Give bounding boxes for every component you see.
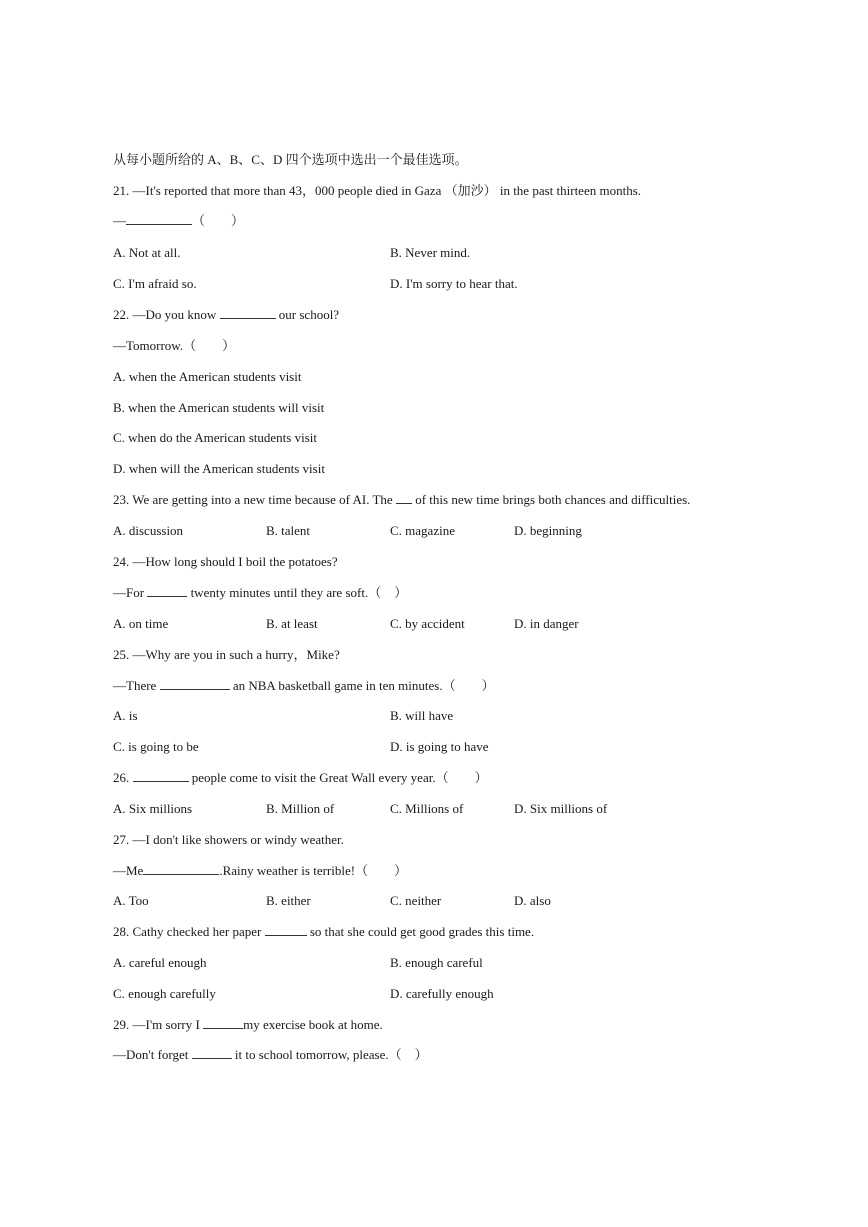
answer-blank [396, 491, 412, 504]
q29-stem-start: 29. —I'm sorry I [113, 1017, 204, 1032]
q25-reply [113, 677, 495, 695]
q27-option-d: D. also [514, 893, 551, 908]
q22-stem [113, 306, 339, 324]
q25-stem: 25. —Why are you in such a hurry，Mike? [113, 647, 340, 662]
answer-blank [126, 212, 192, 225]
q24-option-c: C. by accident [390, 616, 465, 631]
answer-blank [192, 1046, 232, 1059]
q21-option-c: C. I'm afraid so. [113, 276, 197, 291]
q29-reply-start: —Don't forget [113, 1047, 192, 1062]
q28-stem-start: 28. Cathy checked her paper [113, 924, 265, 939]
q21-option-a: A. Not at all. [113, 245, 181, 260]
q27-reply [113, 862, 407, 880]
q28-option-b: B. enough careful [390, 955, 483, 970]
q29-reply [113, 1046, 428, 1064]
q23-option-c: C. magazine [390, 523, 455, 538]
q23-option-a: A. discussion [113, 523, 184, 538]
q27-option-b: B. either [266, 893, 311, 908]
q25-reply-end: an NBA basketball game in ten minutes.（ ） [229, 678, 495, 693]
q28-option-c: C. enough carefully [113, 986, 216, 1001]
q25-option-a: A. is [113, 708, 138, 723]
q26-option-d: D. Six millions of [514, 801, 608, 816]
q23-option-d: D. beginning [514, 523, 582, 538]
q23-stem-end: of this new time brings both chances and difficulties. [411, 492, 691, 507]
q26-stem-end: people come to visit the Great Wall every year.（ ） [188, 770, 488, 785]
answer-blank [203, 1016, 243, 1029]
q29-stem-end: my exercise book at home. [243, 1017, 383, 1032]
q23-option-b: B. talent [266, 523, 311, 538]
q24-reply-end: twenty minutes until they are soft.（ ） [187, 585, 408, 600]
q21-reply [113, 212, 244, 230]
q22-reply: —Tomorrow.（ ） [113, 338, 236, 353]
q29-reply-end: it to school tomorrow, please.（ ） [231, 1047, 428, 1062]
answer-blank [160, 677, 230, 690]
answer-blank [265, 923, 307, 936]
q22-option-c: C. when do the American students visit [113, 430, 318, 445]
q23-stem [113, 491, 690, 509]
q24-option-a: A. on time [113, 616, 169, 631]
q27-reply-end: .Rainy weather is terrible!（ ） [219, 863, 408, 878]
q26-stem [113, 769, 488, 787]
q27-option-c: C. neither [390, 893, 442, 908]
q27-stem: 27. —I don't like showers or windy weather. [113, 832, 344, 847]
q26-option-a: A. Six millions [113, 801, 193, 816]
q25-option-b: B. will have [390, 708, 454, 723]
q24-stem: 24. —How long should I boil the potatoes? [113, 554, 338, 569]
q28-stem-end: so that she could get good grades this time. [306, 924, 535, 939]
q27-reply-start: —Me [113, 863, 144, 878]
answer-blank [143, 862, 219, 875]
q28-option-d: D. carefully enough [390, 986, 494, 1001]
answer-blank [133, 769, 189, 782]
q27-option-a: A. Too [113, 893, 149, 908]
q22-option-d: D. when will the American students visit [113, 461, 325, 476]
q23-stem-start: 23. We are getting into a new time because of AI. The [113, 492, 396, 507]
q25-option-c: C. is going to be [113, 739, 199, 754]
q21-option-b: B. Never mind. [390, 245, 471, 260]
q29-stem [113, 1016, 383, 1034]
q21-stem: 21. —It's reported that more than 43，000 people died in Gaza （加沙） in the past thirteen months. [113, 183, 642, 198]
section-instruction: 从每小题所给的 A、B、C、D 四个选项中选出一个最佳选项。 [113, 152, 468, 167]
q24-option-d: D. in danger [514, 616, 579, 631]
q28-option-a: A. careful enough [113, 955, 207, 970]
q22-stem-start: 22. —Do you know [113, 307, 220, 322]
q26-option-c: C. Millions of [390, 801, 464, 816]
q26-stem-start: 26. [113, 770, 133, 785]
q24-reply [113, 584, 407, 602]
q22-stem-end: our school? [275, 307, 340, 322]
q26-option-b: B. Million of [266, 801, 335, 816]
q22-option-b: B. when the American students will visit [113, 400, 325, 415]
answer-blank [147, 584, 187, 597]
q21-reply-start: — [113, 213, 126, 228]
q21-reply-end: （ ） [192, 213, 245, 228]
q24-option-b: B. at least [266, 616, 318, 631]
q28-stem [113, 923, 534, 941]
q21-option-d: D. I'm sorry to hear that. [390, 276, 518, 291]
q22-option-a: A. when the American students visit [113, 369, 302, 384]
q25-reply-start: —There [113, 678, 160, 693]
q25-option-d: D. is going to have [390, 739, 489, 754]
answer-blank [220, 306, 276, 319]
q24-reply-start: —For [113, 585, 148, 600]
